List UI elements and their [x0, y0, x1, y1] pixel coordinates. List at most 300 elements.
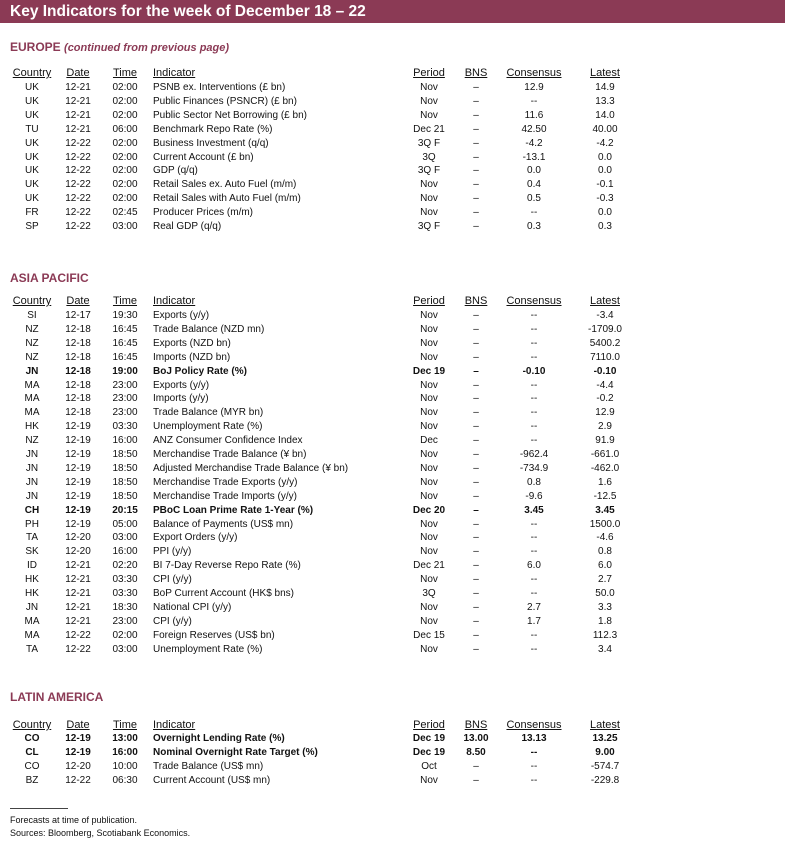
cell-bns: –: [473, 504, 479, 516]
cell-time: 06:30: [112, 774, 138, 786]
cell-latest: -574.7: [590, 760, 620, 772]
footnote-rule: [10, 808, 68, 809]
cell-time: 02:00: [112, 109, 138, 121]
header-country: Country: [12, 67, 52, 79]
cell-bns: 8.50: [466, 746, 486, 758]
cell-indicator: Business Investment (q/q): [153, 137, 269, 149]
cell-bns: –: [473, 476, 479, 488]
cell-time: 03:30: [112, 421, 138, 433]
header-time: Time: [112, 719, 138, 731]
cell-time: 16:45: [112, 351, 138, 363]
cell-country: FR: [25, 207, 39, 219]
cell-date: 12-19: [65, 476, 91, 488]
cell-latest: 0.0: [598, 165, 612, 177]
cell-indicator: Trade Balance (US$ mn): [153, 760, 264, 772]
cell-country: NZ: [25, 351, 39, 363]
cell-time: 16:00: [112, 746, 138, 758]
cell-period: Nov: [420, 193, 438, 205]
header-consensus: Consensus: [506, 719, 562, 731]
header-consensus: Consensus: [506, 295, 562, 307]
cell-indicator: Current Account (£ bn): [153, 151, 254, 163]
cell-bns: –: [473, 95, 479, 107]
cell-bns: –: [473, 490, 479, 502]
cell-date: 12-22: [65, 137, 91, 149]
header-time: Time: [112, 67, 138, 79]
header-latest: Latest: [590, 719, 620, 731]
cell-consensus: 42.50: [521, 123, 547, 135]
cell-consensus: --: [530, 323, 538, 335]
cell-indicator: Balance of Payments (US$ mn): [153, 518, 294, 530]
cell-indicator: CPI (y/y): [153, 615, 192, 627]
latam-title: LATIN AMERICA: [10, 690, 104, 704]
cell-time: 03:30: [112, 588, 138, 599]
cell-period: Nov: [420, 774, 438, 786]
cell-time: 18:30: [112, 601, 138, 613]
cell-bns: –: [473, 546, 479, 558]
table-row: [0, 109, 785, 123]
cell-date: 12-18: [65, 351, 91, 363]
cell-period: Nov: [420, 95, 438, 107]
table-row: [0, 365, 785, 379]
cell-latest: 1500.0: [589, 518, 621, 530]
cell-consensus: --: [530, 379, 538, 391]
cell-indicator: Merchandise Trade Exports (y/y): [153, 476, 298, 488]
cell-bns: –: [473, 760, 479, 772]
cell-bns: –: [473, 365, 479, 377]
cell-date: 12-20: [65, 546, 91, 558]
cell-date: 12-21: [65, 560, 91, 572]
cell-date: 12-19: [65, 449, 91, 460]
table-row: [0, 164, 785, 178]
cell-time: 18:50: [112, 476, 138, 488]
table-row: [0, 406, 785, 420]
header-bns: BNS: [464, 295, 488, 307]
cell-period: 3Q F: [417, 221, 441, 232]
cell-country: CO: [24, 760, 40, 772]
cell-period: Dec 21: [413, 123, 445, 135]
cell-time: 02:00: [112, 137, 138, 149]
cell-latest: 40.00: [592, 123, 618, 135]
cell-bns: –: [473, 82, 479, 93]
cell-country: MA: [24, 615, 40, 627]
cell-indicator: Nominal Overnight Rate Target (%): [153, 746, 318, 758]
cell-date: 12-22: [65, 151, 91, 163]
cell-latest: 9.00: [595, 746, 615, 758]
cell-indicator: Exports (y/y): [153, 310, 210, 321]
cell-time: 03:00: [112, 532, 138, 544]
asia-title: ASIA PACIFIC: [10, 271, 89, 285]
cell-latest: -4.6: [596, 532, 614, 544]
cell-time: 19:00: [112, 365, 138, 377]
cell-country: JN: [25, 462, 39, 474]
cell-latest: 50.0: [595, 588, 615, 599]
cell-latest: 0.8: [598, 546, 612, 558]
cell-date: 12-22: [65, 207, 91, 219]
table-row: [0, 643, 785, 657]
cell-indicator: Imports (NZD bn): [153, 351, 231, 363]
cell-consensus: -9.6: [525, 490, 543, 502]
cell-date: 12-19: [65, 504, 91, 516]
cell-latest: 6.0: [598, 560, 612, 572]
section-title: [10, 40, 229, 54]
cell-time: 02:00: [112, 179, 138, 191]
cell-country: JN: [25, 365, 39, 377]
table-row: [0, 448, 785, 462]
cell-bns: –: [473, 462, 479, 474]
cell-indicator: Export Orders (y/y): [153, 532, 238, 544]
cell-consensus: 11.6: [524, 109, 544, 121]
cell-period: Nov: [420, 532, 438, 544]
cell-country: PH: [25, 518, 39, 530]
cell-latest: -0.10: [593, 365, 617, 377]
cell-date: 12-22: [65, 643, 91, 655]
table-row: [0, 206, 785, 220]
cell-period: Nov: [420, 179, 438, 191]
cell-consensus: 0.8: [527, 476, 541, 488]
header-bns: BNS: [464, 67, 488, 79]
section-title: [10, 690, 103, 704]
cell-bns: –: [473, 323, 479, 335]
cell-period: Nov: [420, 601, 438, 613]
cell-date: 12-17: [65, 310, 91, 321]
cell-time: 23:00: [112, 615, 138, 627]
cell-bns: –: [473, 615, 479, 627]
cell-bns: –: [473, 588, 479, 599]
cell-period: Nov: [420, 393, 438, 405]
header-date: Date: [66, 67, 90, 79]
table-row: [0, 351, 785, 365]
cell-consensus: --: [530, 774, 538, 786]
cell-indicator: ANZ Consumer Confidence Index: [153, 435, 303, 447]
cell-bns: –: [473, 151, 479, 163]
cell-period: Nov: [420, 407, 438, 419]
cell-time: 23:00: [112, 407, 138, 419]
europe-note: (continued from previous page): [64, 42, 230, 54]
table-row: [0, 518, 785, 532]
cell-period: Nov: [420, 574, 438, 586]
cell-indicator: Exports (NZD bn): [153, 337, 231, 349]
footnote-sources: Sources: Bloomberg, Scotiabank Economics.: [10, 828, 191, 838]
cell-latest: 14.9: [595, 82, 615, 93]
cell-country: SK: [25, 546, 39, 558]
cell-time: 23:00: [112, 379, 138, 391]
table-row: [0, 601, 785, 615]
cell-date: 12-18: [65, 365, 91, 377]
cell-date: 12-21: [65, 95, 91, 107]
cell-consensus: --: [530, 351, 538, 363]
cell-bns: –: [473, 207, 479, 219]
table-header: [0, 66, 785, 80]
cell-country: CH: [24, 504, 40, 516]
cell-indicator: Unemployment Rate (%): [153, 421, 263, 433]
cell-country: TA: [25, 643, 39, 655]
cell-time: 18:50: [112, 449, 138, 460]
cell-latest: -229.8: [590, 774, 620, 786]
cell-period: Nov: [420, 421, 438, 433]
cell-latest: 3.3: [598, 601, 612, 613]
table-row: [0, 559, 785, 573]
cell-date: 12-18: [65, 379, 91, 391]
cell-country: UK: [25, 137, 39, 149]
cell-bns: –: [473, 449, 479, 460]
cell-country: UK: [25, 109, 39, 121]
cell-period: Nov: [420, 109, 438, 121]
cell-period: Nov: [420, 615, 438, 627]
cell-country: UK: [25, 151, 39, 163]
cell-consensus: --: [530, 95, 538, 107]
header-indicator: Indicator: [153, 295, 196, 307]
cell-time: 02:00: [112, 629, 138, 641]
cell-indicator: Current Account (US$ mn): [153, 774, 271, 786]
cell-time: 02:00: [112, 151, 138, 163]
table-row: [0, 337, 785, 351]
header-country: Country: [12, 295, 52, 307]
table-row: [0, 629, 785, 643]
cell-bns: –: [473, 435, 479, 447]
cell-time: 16:45: [112, 323, 138, 335]
cell-time: 02:00: [112, 82, 138, 93]
cell-consensus: --: [530, 207, 538, 219]
cell-latest: -1709.0: [588, 323, 622, 335]
cell-country: JN: [25, 449, 39, 460]
cell-time: 06:00: [112, 123, 138, 135]
cell-bns: –: [473, 629, 479, 641]
cell-country: HK: [25, 421, 39, 433]
cell-date: 12-19: [65, 518, 91, 530]
cell-time: 20:15: [112, 504, 138, 516]
cell-indicator: Foreign Reserves (US$ bn): [153, 629, 275, 641]
cell-time: 02:00: [112, 193, 138, 205]
cell-consensus: 0.4: [527, 179, 541, 191]
cell-date: 12-21: [65, 82, 91, 93]
cell-date: 12-19: [65, 421, 91, 433]
cell-date: 12-19: [65, 490, 91, 502]
cell-time: 18:50: [112, 490, 138, 502]
cell-latest: 13.25: [592, 733, 618, 744]
cell-country: NZ: [25, 337, 39, 349]
cell-indicator: Public Sector Net Borrowing (£ bn): [153, 109, 307, 121]
cell-indicator: Trade Balance (NZD mn): [153, 323, 265, 335]
cell-country: JN: [25, 601, 39, 613]
cell-country: UK: [25, 179, 39, 191]
cell-indicator: Trade Balance (MYR bn): [153, 407, 264, 419]
cell-country: UK: [25, 95, 39, 107]
cell-latest: 112.3: [592, 629, 618, 641]
cell-bns: –: [473, 560, 479, 572]
cell-consensus: --: [530, 574, 538, 586]
table-row: [0, 573, 785, 587]
cell-time: 10:00: [112, 760, 138, 772]
table-row: [0, 774, 785, 788]
cell-consensus: --: [530, 629, 538, 641]
cell-date: 12-21: [65, 123, 91, 135]
cell-consensus: --: [530, 407, 538, 419]
cell-consensus: -734.9: [519, 462, 549, 474]
cell-date: 12-18: [65, 323, 91, 335]
cell-date: 12-21: [65, 615, 91, 627]
section-title: [10, 271, 89, 285]
cell-time: 02:20: [112, 560, 138, 572]
cell-period: Nov: [420, 449, 438, 460]
cell-indicator: Merchandise Trade Imports (y/y): [153, 490, 297, 502]
cell-date: 12-22: [65, 221, 91, 232]
cell-country: MA: [24, 379, 40, 391]
cell-latest: 12.9: [595, 407, 615, 419]
cell-date: 12-22: [65, 629, 91, 641]
table-row: [0, 434, 785, 448]
cell-date: 12-19: [65, 733, 91, 744]
table-row: [0, 490, 785, 504]
cell-latest: -4.4: [596, 379, 614, 391]
cell-period: Nov: [420, 546, 438, 558]
cell-period: Nov: [420, 462, 438, 474]
table-row: [0, 309, 785, 323]
cell-country: JN: [25, 490, 39, 502]
cell-latest: -0.1: [596, 179, 614, 191]
cell-country: UK: [25, 165, 39, 177]
cell-consensus: --: [530, 421, 538, 433]
cell-country: MA: [24, 393, 40, 405]
cell-country: NZ: [25, 435, 39, 447]
table-row: [0, 123, 785, 137]
cell-latest: 14.0: [595, 109, 615, 121]
cell-period: Oct: [421, 760, 437, 772]
cell-date: 12-19: [65, 746, 91, 758]
cell-period: Nov: [420, 490, 438, 502]
cell-period: Nov: [420, 643, 438, 655]
cell-country: HK: [25, 574, 39, 586]
header-period: Period: [413, 719, 445, 731]
cell-country: NZ: [25, 323, 39, 335]
header-country: Country: [12, 719, 52, 731]
cell-time: 16:00: [112, 546, 138, 558]
cell-indicator: GDP (q/q): [153, 165, 198, 177]
header-period: Period: [413, 295, 445, 307]
table-row: [0, 420, 785, 434]
table-row: [0, 178, 785, 192]
cell-consensus: 1.7: [527, 615, 541, 627]
cell-time: 23:00: [112, 393, 138, 405]
cell-country: BZ: [25, 774, 39, 786]
europe-title: EUROPE: [10, 40, 61, 54]
cell-bns: –: [473, 137, 479, 149]
cell-indicator: BI 7-Day Reverse Repo Rate (%): [153, 560, 301, 572]
cell-period: Dec: [420, 435, 438, 447]
cell-consensus: --: [530, 746, 538, 758]
cell-time: 03:00: [112, 221, 138, 232]
cell-indicator: Retail Sales with Auto Fuel (m/m): [153, 193, 301, 205]
header-indicator: Indicator: [153, 719, 196, 731]
cell-indicator: Public Finances (PSNCR) (£ bn): [153, 95, 297, 107]
cell-country: UK: [25, 82, 39, 93]
cell-bns: –: [473, 379, 479, 391]
cell-indicator: Merchandise Trade Balance (¥ bn): [153, 449, 307, 460]
cell-country: CO: [24, 733, 40, 744]
cell-consensus: -4.2: [525, 137, 543, 149]
table-row: [0, 615, 785, 629]
cell-date: 12-21: [65, 109, 91, 121]
header-date: Date: [66, 719, 90, 731]
cell-time: 03:30: [112, 574, 138, 586]
cell-period: Nov: [420, 518, 438, 530]
cell-country: TA: [25, 532, 39, 544]
cell-period: Nov: [420, 323, 438, 335]
cell-period: 3Q: [422, 588, 436, 599]
cell-time: 19:30: [112, 310, 138, 321]
cell-latest: -661.0: [590, 449, 620, 460]
cell-country: MA: [24, 407, 40, 419]
cell-indicator: Benchmark Repo Rate (%): [153, 123, 273, 135]
cell-latest: -4.2: [596, 137, 614, 149]
cell-country: HK: [25, 588, 39, 599]
cell-latest: 13.3: [595, 95, 615, 107]
cell-indicator: National CPI (y/y): [153, 601, 232, 613]
cell-bns: –: [473, 179, 479, 191]
header-bns: BNS: [464, 719, 488, 731]
cell-indicator: PSNB ex. Interventions (£ bn): [153, 82, 286, 93]
table-row: [0, 760, 785, 774]
cell-time: 18:50: [112, 462, 138, 474]
cell-consensus: --: [530, 435, 538, 447]
cell-date: 12-22: [65, 165, 91, 177]
cell-consensus: --: [530, 760, 538, 772]
cell-bns: –: [473, 407, 479, 419]
cell-consensus: 6.0: [527, 560, 541, 572]
table-row: [0, 323, 785, 337]
cell-date: 12-18: [65, 407, 91, 419]
table-row: [0, 192, 785, 206]
cell-date: 12-18: [65, 337, 91, 349]
table-row: [0, 746, 785, 760]
cell-indicator: Overnight Lending Rate (%): [153, 733, 285, 744]
cell-bns: –: [473, 310, 479, 321]
cell-time: 05:00: [112, 518, 138, 530]
cell-period: 3Q: [422, 151, 436, 163]
cell-bns: 13.00: [463, 733, 489, 744]
cell-country: JN: [25, 476, 39, 488]
cell-latest: 7110.0: [590, 351, 620, 363]
table-row: [0, 476, 785, 490]
header-latest: Latest: [590, 67, 620, 79]
cell-indicator: CPI (y/y): [153, 574, 192, 586]
header-date: Date: [66, 295, 90, 307]
table-row: [0, 462, 785, 476]
cell-period: Dec 19: [412, 733, 446, 744]
cell-date: 12-19: [65, 462, 91, 474]
cell-latest: 0.0: [598, 151, 612, 163]
cell-consensus: 12.9: [524, 82, 544, 93]
cell-period: Dec 19: [412, 365, 446, 377]
cell-time: 02:45: [112, 207, 138, 219]
cell-date: 12-19: [65, 435, 91, 447]
table-header: [0, 718, 785, 732]
cell-indicator: Adjusted Merchandise Trade Balance (¥ bn): [153, 462, 349, 474]
cell-time: 16:00: [112, 435, 138, 447]
cell-country: ID: [27, 560, 37, 572]
cell-country: SP: [25, 221, 39, 232]
cell-date: 12-20: [65, 760, 91, 772]
cell-period: Nov: [420, 351, 438, 363]
cell-latest: 2.9: [598, 421, 612, 433]
table-row: [0, 545, 785, 559]
cell-indicator: BoP Current Account (HK$ bns): [153, 588, 294, 599]
cell-latest: 1.6: [598, 476, 612, 488]
cell-consensus: --: [530, 532, 538, 544]
cell-bns: –: [473, 337, 479, 349]
cell-period: Nov: [420, 207, 438, 219]
cell-bns: –: [473, 393, 479, 405]
cell-bns: –: [473, 165, 479, 177]
